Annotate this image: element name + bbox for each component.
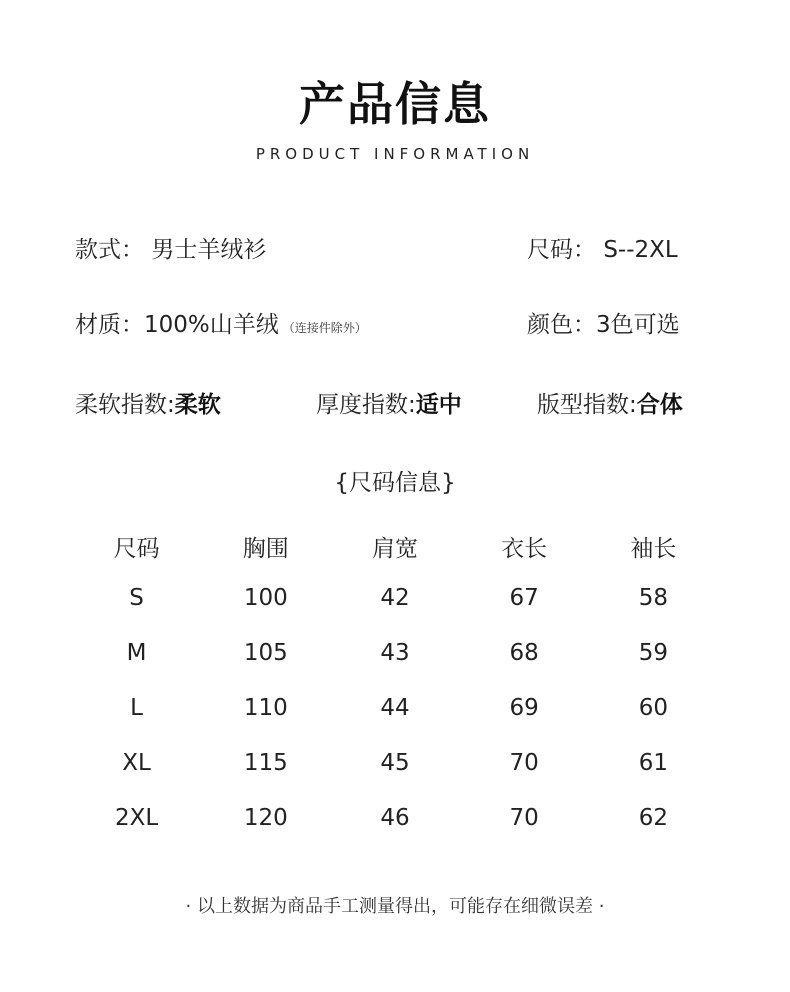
cell-sleeve: 59 [638, 639, 669, 666]
cell-length: 68 [509, 639, 539, 666]
material-note: （连接件除外） [282, 321, 367, 335]
thickness-value: 适中 [415, 392, 462, 418]
table-row [72, 735, 718, 790]
measurement-note: · 以上数据为商品手工测量得出，可能存在细微误差 · [185, 896, 605, 917]
style-label: 款式： [75, 237, 144, 263]
cell-size: 2XL [114, 804, 159, 831]
cell-size: M [126, 639, 147, 666]
cell-length: 67 [509, 584, 539, 611]
cell-chest: 100 [243, 584, 288, 611]
table-row [72, 625, 718, 680]
color-row [527, 306, 680, 339]
page-title: 产品信息 [299, 77, 491, 131]
size-info-title: {尺码信息} [334, 470, 456, 496]
softness-row [75, 386, 221, 419]
page-subtitle: PRODUCT INFORMATION [255, 145, 535, 163]
cell-length: 70 [509, 749, 539, 776]
header-chest: 胸围 [242, 536, 289, 562]
table-row [72, 570, 718, 625]
cell-chest: 105 [243, 639, 288, 666]
material-value: 100%山羊绒 [144, 312, 279, 338]
size-range-row [527, 231, 678, 264]
cell-sleeve: 61 [638, 749, 669, 776]
cell-size: L [130, 694, 143, 721]
cell-size: S [129, 584, 144, 611]
softness-value: 柔软 [174, 392, 221, 418]
table-row [72, 680, 718, 735]
style-value: 男士羊绒衫 [151, 237, 267, 263]
cell-chest: 120 [243, 804, 288, 831]
cell-shoulder: 43 [380, 639, 410, 666]
size-table [72, 530, 718, 845]
cell-shoulder: 42 [380, 584, 410, 611]
cell-sleeve: 58 [638, 584, 669, 611]
color-value: 3色可选 [596, 312, 680, 338]
material-label: 材质： [75, 312, 144, 338]
size-table-header [72, 530, 718, 570]
style-row [75, 231, 266, 264]
size-range-value: S--2XL [603, 237, 678, 263]
header-sleeve: 袖长 [630, 536, 677, 562]
cell-length: 69 [509, 694, 539, 721]
cell-shoulder: 46 [380, 804, 410, 831]
fit-value: 合体 [636, 392, 683, 418]
cell-chest: 115 [243, 749, 288, 776]
cell-size: XL [122, 749, 151, 776]
cell-sleeve: 62 [638, 804, 669, 831]
header-size: 尺码 [113, 536, 160, 562]
thickness-label: 厚度指数: [316, 392, 416, 418]
cell-chest: 110 [243, 694, 288, 721]
cell-sleeve: 60 [638, 694, 669, 721]
cell-shoulder: 44 [380, 694, 410, 721]
thickness-row [316, 386, 462, 419]
softness-label: 柔软指数: [75, 392, 175, 418]
size-range-label: 尺码： [527, 237, 596, 263]
fit-row [537, 386, 683, 419]
fit-label: 版型指数: [537, 392, 637, 418]
color-label: 颜色： [527, 312, 596, 338]
cell-length: 70 [509, 804, 539, 831]
table-row [72, 790, 718, 845]
header-length: 衣长 [501, 536, 548, 562]
cell-shoulder: 45 [380, 749, 410, 776]
material-row [75, 306, 367, 339]
header-shoulder: 肩宽 [371, 536, 418, 562]
